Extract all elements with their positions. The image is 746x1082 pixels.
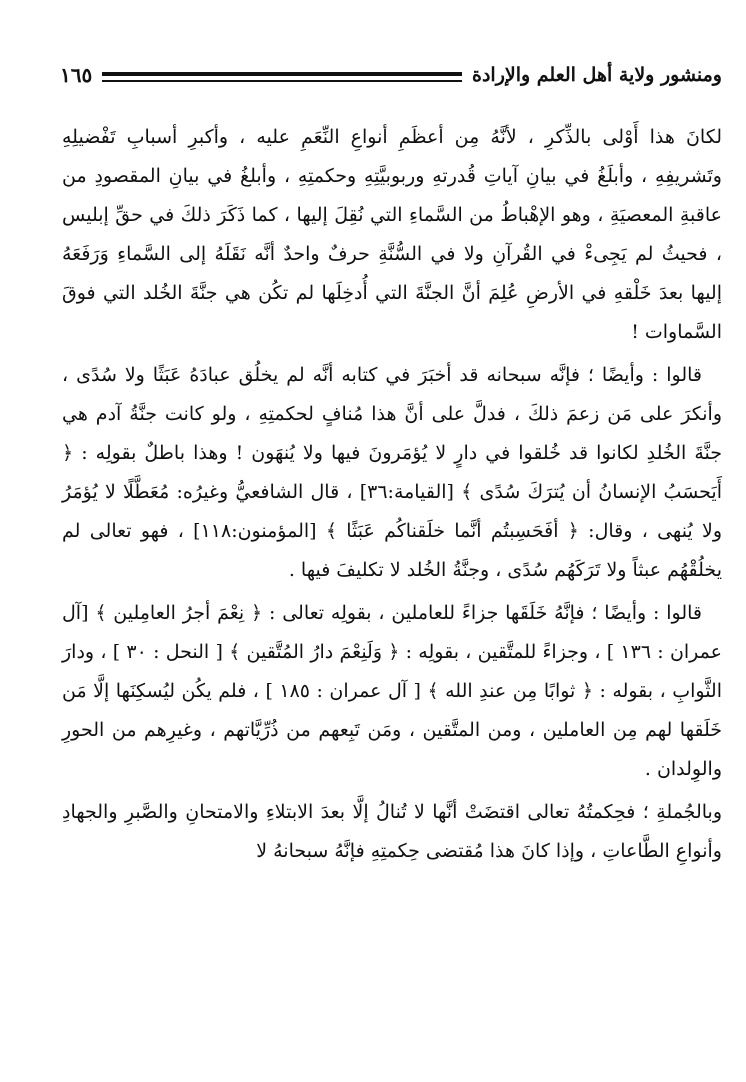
body-text [62, 118, 722, 875]
paragraph-1: لكانَ هذا أَوْلى بالذِّكرِ ، لأنَّهُ مِن أعظَمِ أنواعِ النِّعَمِ عليه ، وأكبرِ أسبابِ تَفْضيلِهِ وتَشريفِهِ ، وأبلَغُ في بيانِ آياتِ قُدرتهِ وربوبيَّتِهِ وحكمتِهِ ، وأبلغُ في بيانِ المقصودِ من عاقبةِ المعصيَةِ ، وهو الإهْباطُ من السَّماءِ التي نُقِلَ إليها ، كما ذَكَرَ ذلكَ في حقِّ إبليس ، فحيثُ لم يَجِىءْ في القُرآنِ ولا في السُّنَّةِ حرفٌ واحدٌ أنَّه نَقَلَهُ إلى السَّماءِ وَرَفَعَهُ إليها بعدَ خَلْقهِ في الأرضِ عُلِمَ أنَّ الجنَّةَ التي أُدخِلَها لم تكُن هي جنَّةَ الخُلد التي فوقَ السَّماوات ! [62, 126, 722, 343]
page-number: ١٦٥ [60, 63, 93, 87]
header-rule [102, 72, 462, 82]
paragraph-3: قالوا : وأيضًا ؛ فإنَّهُ خَلَقَها جزاءً للعاملين ، بقولِه تعالى : ﴿ نِعْمَ أجرُ العامِلين ﴾ [آل عمران : ١٣٦ ] ، وجزاءً للمتَّقين ، بقولِه : ﴿ وَلَنِعْمَ دارُ المُتَّقين ﴾ [ النحل : ٣٠ ] ، ودارَ الثَّوابِ ، بقوله : ﴿ ثوابًا مِن عندِ الله ﴾ [ آل عمران : ١٨٥ ] ، فلم يكُن ليُسكِنَها إلَّا مَن خَلَقها لهم مِن العاملين ، ومن المتَّقين ، ومَن تَبِعهم من ذُرِّيَّاتهم ، وغيرِهم من الحورِ والوِلدان . [62, 602, 722, 780]
paragraph-2: قالوا : وأيضًا ؛ فإنَّه سبحانه قد أخبَرَ في كتابه أنَّه لم يخلُق عبادَهُ عَبَثًا ولا سُدًى ، وأنكرَ على مَن زعمَ ذلكَ ، فدلَّ على أنَّ هذا مُنافٍ لحكمتِهِ ، ولو كانت جنَّةُ آدم هي جنَّةَ الخُلدِ لكانوا قد خُلقوا في دارٍ لا يُؤمَرونَ فيها ولا يُنهَون ! وهذا باطلٌ بقولِه : ﴿ أَيَحسَبُ الإنسانُ أن يُترَكَ سُدًى ﴾ [القيامة:٣٦] ، قال الشافعيُّ وغيرُه: مُعَطَّلًا لا يُؤمَرُ ولا يُنهى ، وقال: ﴿ أفَحَسِبتُم أنَّما خلَقناكُم عَبَثًا ﴾ [المؤمنون:١١٨] ، فهو تعالى لم يخلُقْهُم عبثاً ولا تَرَكَهُم سُدًى ، وجنَّةُ الخُلد لا تكليفَ فيها . [62, 364, 722, 581]
paragraph-4: وبالجُملةِ ؛ فحِكمتُهُ تعالى اقتضَتْ أنَّها لا تُنالُ إلَّا بعدَ الابتلاءِ والامتحانِ والصَّبرِ والجهادِ وأنواعِ الطَّاعاتِ ، وإذا كانَ هذا مُقتضى حِكمتِهِ فإنَّهُ سبحانهُ لا [62, 801, 722, 862]
running-title: ومنشور ولاية أهل العلم والإرادة [472, 64, 722, 86]
page-header [60, 60, 722, 90]
